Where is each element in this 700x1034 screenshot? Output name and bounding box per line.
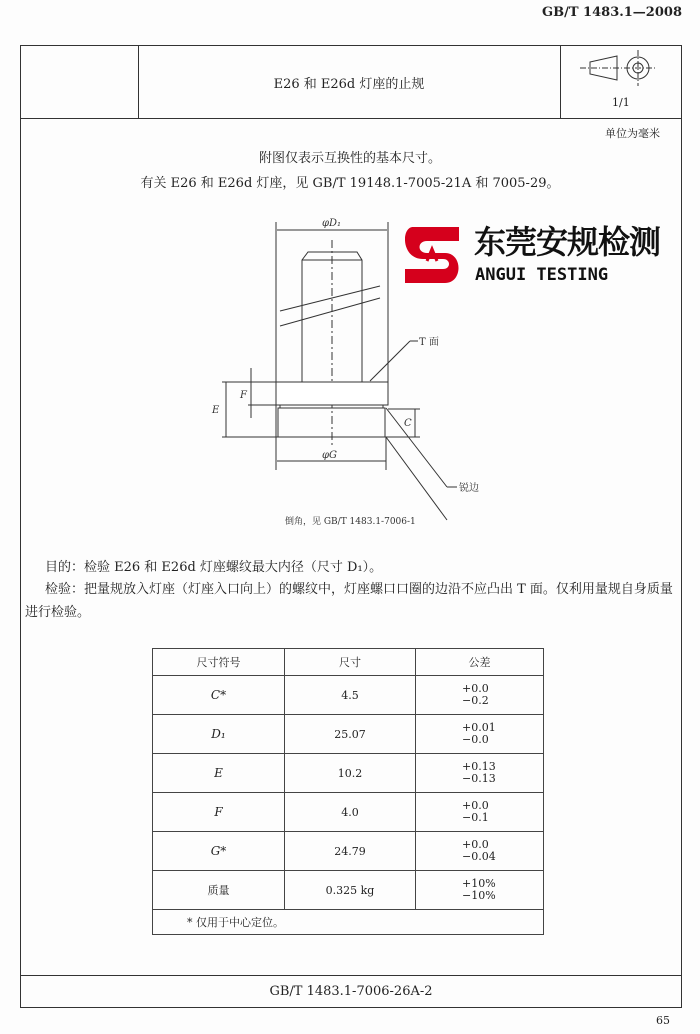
- table-row: [153, 754, 544, 793]
- tolerance-cell: [416, 676, 544, 715]
- page-title: E26 和 E26d 灯座的止规: [273, 77, 425, 92]
- size-cell: 0.325 kg: [285, 871, 416, 910]
- t-face-label: T 面: [419, 337, 439, 348]
- table-footnote: * 仅用于中心定位。: [153, 910, 544, 935]
- dimension-table: [152, 648, 544, 935]
- tolerance-minus: −0.04: [462, 850, 496, 863]
- unit-note: 单位为毫米: [605, 127, 660, 140]
- tolerance-plus: +0.01: [462, 721, 496, 734]
- tolerance-plus: +0.13: [462, 760, 496, 773]
- tolerance-minus: −0.13: [462, 772, 496, 785]
- dim-c-label: C: [404, 418, 412, 429]
- symbol-cell: 质量: [153, 871, 285, 910]
- tolerance-minus: −0.2: [462, 694, 489, 707]
- table-row: [153, 832, 544, 871]
- tolerance-cell: [416, 715, 544, 754]
- tolerance-minus: −10%: [462, 889, 496, 902]
- logo-icon: [405, 227, 459, 283]
- footer-code: GB/T 1483.1-7006-26A-2: [269, 984, 433, 999]
- intro-line: 附图仅表示互换性的基本尺寸。: [258, 151, 441, 166]
- sheet-number: 1/1: [612, 96, 630, 109]
- size-cell: 4.5: [285, 676, 416, 715]
- column-header: 尺寸: [285, 649, 416, 676]
- tolerance-minus: −0.0: [462, 733, 489, 746]
- column-header: 尺寸符号: [153, 649, 285, 676]
- symbol-cell: G*: [153, 832, 285, 871]
- logo-text-cn: 东莞安规检测: [474, 223, 661, 261]
- table-row: [153, 676, 544, 715]
- doc-code: GB/T 1483.1—2008: [542, 5, 682, 20]
- tolerance-minus: −0.1: [462, 811, 489, 824]
- dim-g-label: φG: [322, 450, 337, 461]
- size-cell: 4.0: [285, 793, 416, 832]
- tolerance-plus: +10%: [462, 877, 496, 890]
- symbol-cell: E: [153, 754, 285, 793]
- table-row: [153, 793, 544, 832]
- tolerance-plus: +0.0: [462, 838, 489, 851]
- page-number: 65: [656, 1014, 670, 1027]
- tolerance-plus: +0.0: [462, 682, 489, 695]
- tolerance-cell: [416, 871, 544, 910]
- size-cell: 10.2: [285, 754, 416, 793]
- dim-f-label: F: [240, 390, 247, 401]
- tolerance-cell: [416, 754, 544, 793]
- purpose-text: 目的：检验 E26 和 E26d 灯座螺纹最大内径（尺寸 D₁）。: [45, 560, 383, 575]
- size-cell: 25.07: [285, 715, 416, 754]
- symbol-cell: F: [153, 793, 285, 832]
- tolerance-cell: [416, 793, 544, 832]
- dim-d1-label: φD₁: [322, 218, 342, 229]
- table-row: [153, 715, 544, 754]
- chamfer-label: 倒角，见 GB/T 1483.1-7006-1: [285, 517, 416, 527]
- symbol-cell: C*: [153, 676, 285, 715]
- inspection-text: 检验：把量规放入灯座（灯座入口向上）的螺纹中，灯座螺口口圈的边沿不应凸出 T 面。仅利用量规自身质量进行检验。: [25, 582, 673, 620]
- logo-text-en: ANGUI TESTING: [475, 265, 609, 285]
- dim-e-label: E: [212, 405, 220, 416]
- tolerance-cell: [416, 832, 544, 871]
- table-row: [153, 871, 544, 910]
- symbol-cell: D₁: [153, 715, 285, 754]
- intro-line: 有关 E26 和 E26d 灯座，见 GB/T 19148.1-7005-21A 和 7005-29。: [140, 176, 560, 191]
- size-cell: 24.79: [285, 832, 416, 871]
- sharp-edge-label: 锐边: [459, 483, 479, 494]
- tolerance-plus: +0.0: [462, 799, 489, 812]
- column-header: 公差: [416, 649, 544, 676]
